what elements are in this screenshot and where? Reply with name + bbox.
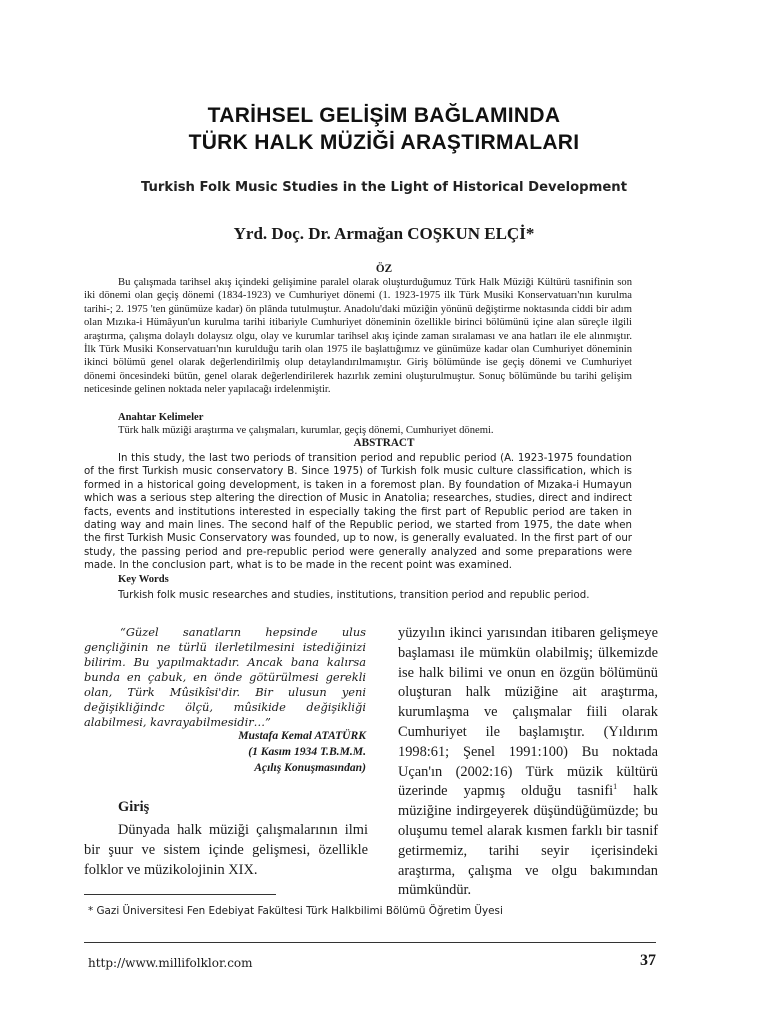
- english-subtitle: Turkish Folk Music Studies in the Light of Historical Development: [140, 180, 627, 195]
- journal-url: http://www.millifolklor.com: [88, 956, 253, 970]
- section-heading-giris: Giriş: [118, 799, 150, 815]
- oz-abstract: [84, 276, 632, 397]
- english-abstract: [84, 452, 632, 573]
- abstract-body: In this study, the last two periods of transition period and republic period (A. 1923-1975 foundation of the first Turkish music conservatory B. Since 1975) of Turkish folk music culture classification, which is formed in a historical going development, is taken in a foremost plan. By foundation of Mızaka-i Humayun which was a serious step altering the direction of Music in Anatolia; researches, studies, direct and indirect facts, events and institutions interested in especially taking the first part of Republic period are taken in dating way and main lines. The second half of the Republic period, we started from 1975, the date when the first Turkish Music Conservatory was founded, up to now, is generally evaluated. In the first part of our study, the passing period and pre-republic period were generally analyzed and some preparations were made. In the conclusion part, what is to be made in the recent point was examined.: [84, 453, 632, 572]
- footer-rule: [84, 942, 656, 943]
- epigraph-quote: [84, 625, 366, 730]
- abstract-heading: ABSTRACT: [353, 437, 415, 449]
- footnote-marker: 1: [613, 782, 618, 792]
- author-affiliation-footnote: * Gazi Üniversitesi Fen Edebiyat Fakültesi Türk Halkbilimi Bölümü Öğretim Üyesi: [88, 905, 503, 917]
- epigraph-source-1: (1 Kasım 1934 T.B.M.M.: [248, 745, 366, 758]
- oz-body: Bu çalışmada tarihsel akış içindeki gelişimine paralel olarak oluşturduğumuz Türk Halk Müziği Kültürü tasnifinin son iki dönemi olan geçiş dönemi (1834-1923) ve Cumhuriyet dönemi (1. 1923-1975 ilk Türk Musiki Konservatuarı'nın kurulma tarihi-; 2. 1975 'ten günümüze kadar) ön plânda tutulmuştur. Anadolu'daki müziğin yönünü değiştirme noktasında ciddi bir adım olan Mızıka-i Hümâyun'un kurulma tarihi itibariyle Cumhuriyet döneminin özellikle birinci bölümünü içine alan süreçle ilgili araştırma, çalışma dolaylı dolaysız olgu, olay ve kurumlar tarihsel akış içinde zaman sıralaması ve ana hatları ile ele alınmıştır. İlk Türk Musiki Konservatuarı'nın kurulduğu tarih olan 1975 ile başlattığımız ve günümüze kadar olan Cumhuriyet döneminin ikinci bölümü genel olarak değerlendirilmiş olup detaylandırılmamıştır. Giriş bölümünde ise geçiş dönemi ve Cumhuriyet dönemi öncesindeki bütün, genel olarak değerlendirilerek hazırlık zemini oluşturulmuştur. Sonuç bölümünde bu tarihi gelişim neticesinde gelinen noktada neler yapılacağı irdelenmiştir.: [84, 277, 632, 396]
- title-line-2: TÜRK HALK MÜZİĞİ ARAŞTIRMALARI: [188, 131, 580, 154]
- oz-heading: ÖZ: [375, 263, 393, 275]
- title-line-1: TARİHSEL GELİŞİM BAĞLAMINDA: [207, 104, 561, 127]
- intro-right-text-a: yüzyılın ikinci yarısından itibaren gelişmeye başlaması ile mümkün olabilmiş; ülkemizde ise halk bilimi ve onun en özgün bölümünü oluşturan halk müziğine ait araştırma, kurumlaşma ve çalışmalar fiili olarak Cumhuriyet ile başlamıştır. (Yıldırım 1998:61; Şenel 1991:100) Bu noktada Uçan'ın (2002:16) Türk müzik kültürü üzerinde yapmış olduğu tasnifi: [398, 625, 658, 800]
- epigraph-text: “Güzel sanatların hepsinde ulus gençliğinin ne türlü ilerletilmesini istediğinizi bilirim. Bu yapılmaktadır. Ancak bana kalırsa bunda en çabuk, en önde götürülmesi gerekli olan, Türk Mûsikîsi'dir. Bir ulusun yeni değişikliğindc ölçü, mûsikide değişikliği alabilmesi, kavrayabilmesidir…”: [84, 625, 366, 729]
- intro-left-text: Dünyada halk müziği çalışmalarının ilmi bir şuur ve sistem içinde gelişmesi, özellikle folklor ve müzikolojinin XIX.: [84, 822, 368, 878]
- epigraph-source-2: Açılış Konuşmasından): [254, 761, 366, 774]
- intro-left-column: [84, 820, 368, 880]
- intro-right-column: [398, 624, 658, 901]
- key-words-text: Turkish folk music researches and studies, institutions, transition period and republic period.: [118, 590, 590, 601]
- anahtar-kelimeler-heading: Anahtar Kelimeler: [118, 412, 204, 423]
- anahtar-kelimeler-text: Türk halk müziği araştırma ve çalışmaları, kurumlar, geçiş dönemi, Cumhuriyet dönemi.: [118, 425, 494, 436]
- page-number: 37: [640, 952, 656, 969]
- key-words-heading: Key Words: [118, 574, 169, 585]
- author-line: Yrd. Doç. Dr. Armağan COŞKUN ELÇİ*: [233, 224, 535, 243]
- epigraph-author: Mustafa Kemal ATATÜRK: [238, 729, 366, 742]
- footnote-rule: [84, 894, 276, 895]
- intro-right-text-b: halk müziğine indirgeyerek düşündüğümüzde; bu oluşumu temel alarak kısmen farklı bir tasnif getirmemiz, tarihi seyir içerisindeki araştırma, çalışma ve olgu bakımından mümkündür.: [398, 783, 658, 899]
